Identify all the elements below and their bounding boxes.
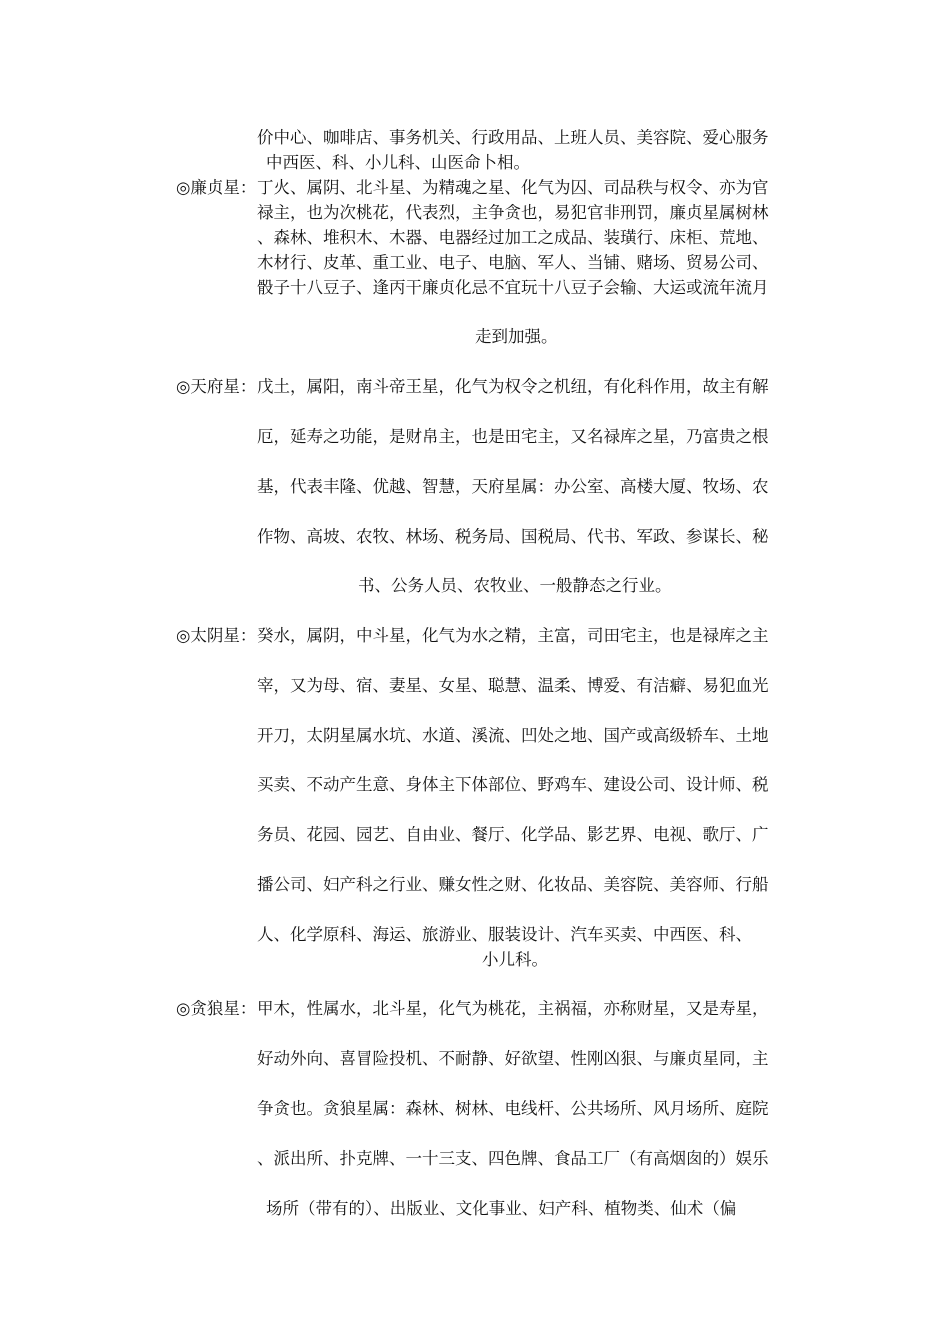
text-line: 、森林、堆积木、木器、电器经过加工之成品、装璜行、床柜、荒地、 xyxy=(257,228,769,247)
text-line: 戊土，属阳，南斗帝王星，化气为权令之机纽，有化科作用，故主有解 xyxy=(257,377,769,396)
text-line: 作物、高坡、农牧、林场、税务局、国税局、代书、军政、参谋长、秘 xyxy=(257,527,769,546)
entry-label: ◎天府星： xyxy=(176,377,257,396)
text-line: 务员、花园、园艺、自由业、餐厅、化学品、影艺界、电视、歌厅、广 xyxy=(257,825,769,844)
entry-label: ◎贪狼星： xyxy=(176,999,257,1018)
text-line: 甲木，性属水，北斗星，化气为桃花，主祸福，亦称财星，又是寿星， xyxy=(257,999,769,1018)
text-line: 价中心、咖啡店、事务机关、行政用品、上班人员、美容院、爱心服务 xyxy=(257,128,769,147)
text-line: 人、化学原科、海运、旅游业、服装设计、汽车买卖、中西医、科、 xyxy=(257,925,752,944)
text-line: 中西医、科、小儿科、山医命卜相。 xyxy=(266,153,530,172)
text-line: 、派出所、扑克牌、一十三支、四色牌、食品工厂（有高烟囱的）娱乐 xyxy=(257,1149,769,1168)
text-line: 走到加强。 xyxy=(475,327,558,346)
text-line: 宰，又为母、宿、妻星、女星、聪慧、温柔、博爱、有洁癖、易犯血光 xyxy=(257,676,769,695)
entry-label: ◎廉贞星： xyxy=(176,178,257,197)
text-line: 争贪也。贪狼星属：森林、树林、电线杆、公共场所、风月场所、庭院 xyxy=(257,1099,769,1118)
text-line: 小儿科。 xyxy=(482,950,548,969)
text-line: 禄主，也为次桃花，代表烈，主争贪也，易犯官非刑罚，廉贞星属树林 xyxy=(257,203,769,222)
text-line: 丁火、属阴、北斗星、为精魂之星、化气为囚、司品秩与权令、亦为官 xyxy=(257,178,769,197)
text-line: 厄，延寿之功能，是财帛主，也是田宅主，又名禄库之星，乃富贵之根 xyxy=(257,427,769,446)
text-line: 开刀，太阴星属水坑、水道、溪流、凹处之地、国产或高级轿车、土地 xyxy=(257,726,769,745)
text-line: 骰子十八豆子、逢丙干廉贞化忌不宜玩十八豆子会输、大运或流年流月 xyxy=(257,278,769,297)
text-line: 书、公务人员、农牧业、一般静态之行业。 xyxy=(358,576,672,595)
text-line: 木材行、皮革、重工业、电子、电脑、军人、当铺、赌场、贸易公司、 xyxy=(257,253,769,272)
text-line: 癸水，属阴，中斗星，化气为水之精，主富，司田宅主，也是禄库之主 xyxy=(257,626,769,645)
entry-label: ◎太阴星： xyxy=(176,626,257,645)
text-line: 好动外向、喜冒险投机、不耐静、好欲望、性刚凶狠、与廉贞星同，主 xyxy=(257,1049,769,1068)
text-line: 基，代表丰隆、优越、智慧，天府星属：办公室、高楼大厦、牧场、农 xyxy=(257,477,769,496)
text-line: 播公司、妇产科之行业、赚女性之财、化妆品、美容院、美容师、行船 xyxy=(257,875,769,894)
text-line: 场所（带有的）、出版业、文化事业、妇产科、植物类、仙术（偏 xyxy=(266,1199,737,1218)
text-line: 买卖、不动产生意、身体主下体部位、野鸡车、建设公司、设计师、税 xyxy=(257,775,769,794)
